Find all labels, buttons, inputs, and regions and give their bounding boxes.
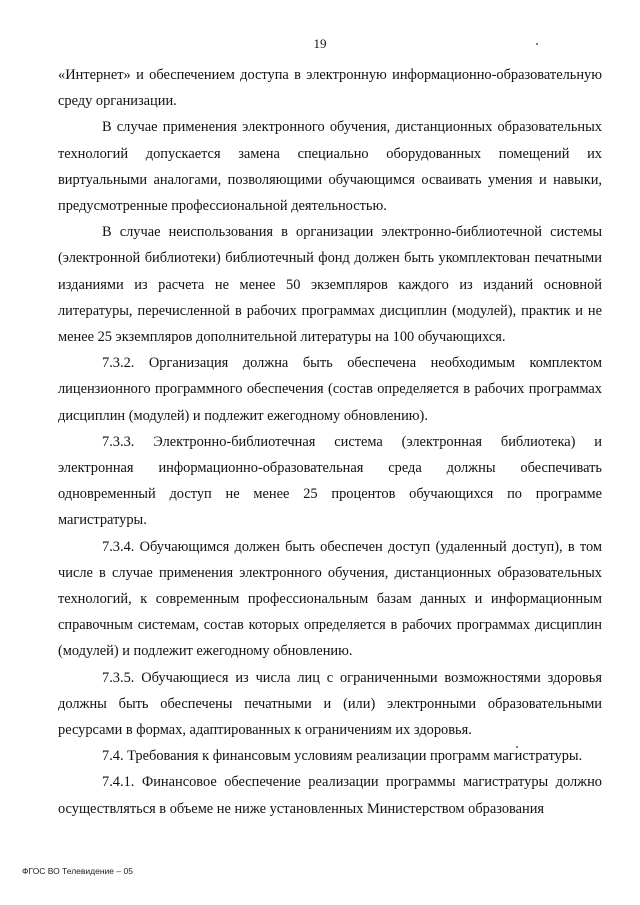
paragraph: 7.3.2. Организация должна быть обеспечена необходимым комплектом лицензионного программного обеспечения (состав определяется в рабочих программах дисциплин (модулей) и подлежит ежегодному обновлению). bbox=[58, 355, 602, 424]
page-number: 19 bbox=[313, 36, 327, 51]
paragraph: В случае неиспользования в организации электронно-библиотечной системы (электронной библиотеки) библиотечный фонд должен быть укомплектован печатными изданиями из расчета не менее 50 экземпляров каждого из изданий основной литературы, перечисленной в рабочих программах дисциплин (модулей), практик и не менее 25 экземпляров дополнительной литературы на 100 обучающихся. bbox=[58, 224, 602, 346]
scan-speck bbox=[536, 43, 538, 45]
paragraph: 7.3.5. Обучающиеся из числа лиц с ограниченными возможностями здоровья должны быть обеспечены печатными и (или) электронными образовательными ресурсами в формах, адаптированных к ограничениям их здоровья. bbox=[58, 669, 602, 739]
paragraph: В случае применения электронного обучения, дистанционных образовательных технологий допускается замена специально оборудованных помещений их виртуальными аналогами, позволяющими обучающимся осваивать умения и навыки, предусмотренные профессиональной деятельностью. bbox=[58, 119, 602, 215]
paragraph: «Интернет» и обеспечением доступа в электронную информационно-образовательную среду организации. bbox=[58, 67, 602, 110]
paragraph: 7.3.3. Электронно-библиотечная система (электронная библиотека) и электронная информационно-образовательная среда должны обеспечивать одновременный доступ не менее 25 процентов обучающихся по программе магистратуры. bbox=[58, 433, 602, 529]
paragraph: 7.4.1. Финансовое обеспечение реализации программы магистратуры должно осуществляться в объеме не ниже установленных Министерством образования bbox=[58, 774, 602, 817]
document-body bbox=[58, 62, 602, 822]
paragraph: 7.4. Требования к финансовым условиям реализации программ магистратуры. bbox=[102, 748, 583, 765]
footer-label: ФГОС ВО Телевидение – 05 bbox=[22, 866, 133, 876]
paragraph: 7.3.4. Обучающимся должен быть обеспечен доступ (удаленный доступ), в том числе в случае применения электронного обучения, дистанционных образовательных технологий, к современным профессиональным базам данных и информационным справочным системам, состав которых определяется в рабочих программах дисциплин (модулей) и подлежит ежегодному обновлению. bbox=[58, 538, 602, 660]
